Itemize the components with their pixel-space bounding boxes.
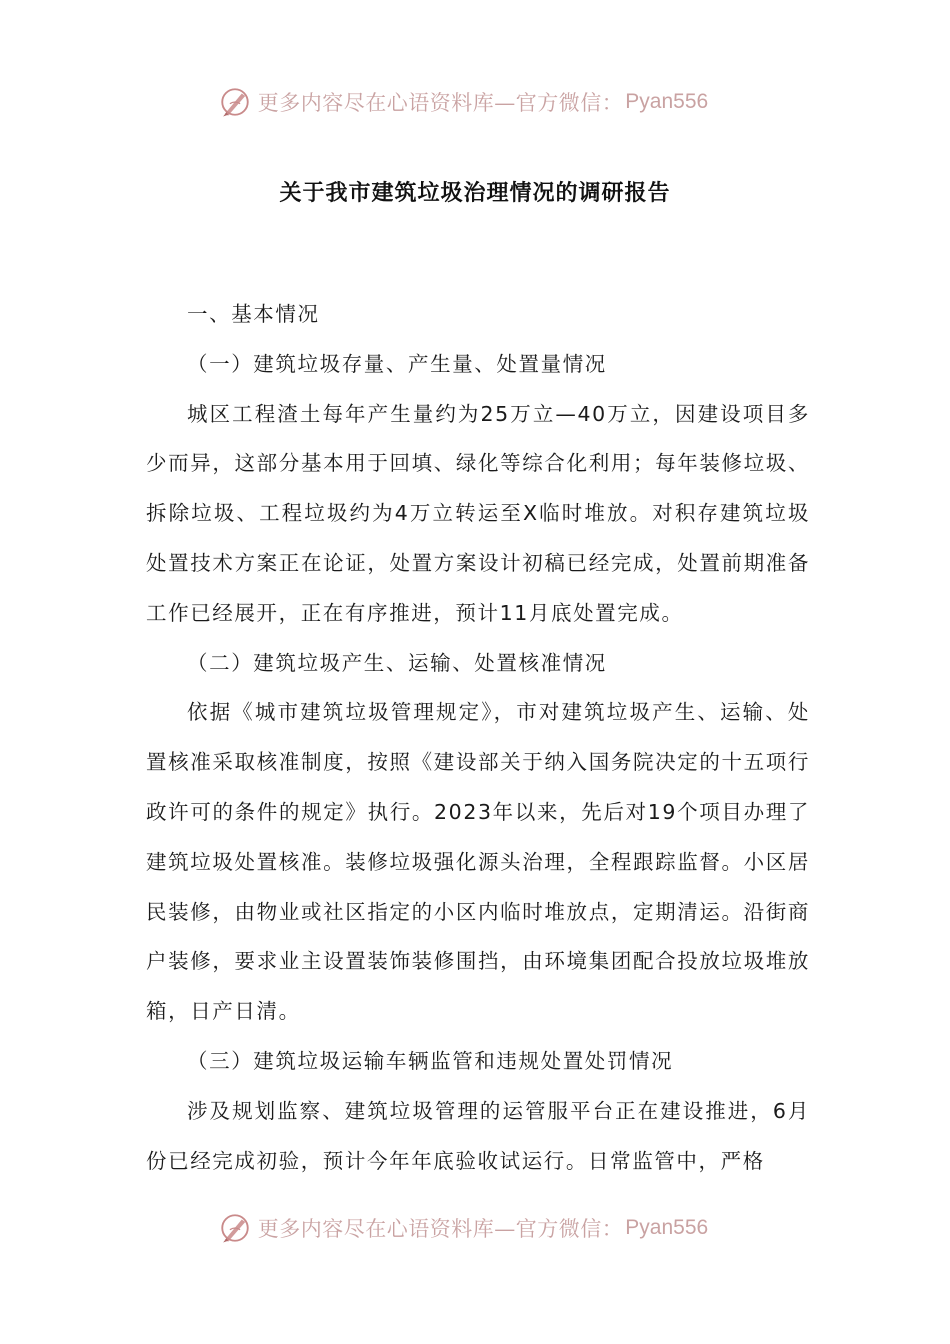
subsection-heading: （三）建筑垃圾运输车辆监管和违规处置处罚情况 [187,1048,674,1073]
watermark-text: 更多内容尽在心语资料库—官方微信： [257,91,624,115]
pen-logo-icon [218,85,252,119]
document-title: 关于我市建筑垃圾治理情况的调研报告 [279,181,671,206]
body-paragraph: 涉及规划监察、建筑垃圾管理的运管服平台正在建设推进，6月份已经完成初验，预计今年年底验收试运行。日常监管中，严格 [146,1098,810,1173]
body-paragraph: 依据《城市建筑垃圾管理规定》，市对建筑垃圾产生、运输、处置核准采取核准制度，按照《建设部关于纳入国务院决定的十五项行政许可的条件的规定》执行。2023年以来，先后对19个项目办理了建筑垃圾处置核准。装修垃圾强化源头治理，全程跟踪监督。小区居民装修，由物业或社区指定的小区内临时堆放点，定期清运。沿街商户装修，要求业主设置装饰装修围挡，由环境集团配合投放垃圾堆放箱，日产日清。 [146,700,810,1024]
pen-logo-icon [218,1211,252,1245]
watermark-handle: Pyan556 [625,90,709,113]
section-heading: 一、基本情况 [187,302,320,326]
document-body [146,290,810,1186]
watermark-text: 更多内容尽在心语资料库—官方微信： [257,1217,624,1241]
body-paragraph: 城区工程渣土每年产生量约为25万立—40万立，因建设项目多少而异，这部分基本用于回填、绿化等综合化利用；每年装修垃圾、拆除垃圾、工程垃圾约为4万立转运至X临时堆放。对积存建筑垃圾处置技术方案正在论证，处置方案设计初稿已经完成，处置前期准备工作已经展开，正在有序推进，预计11月底处置完成。 [146,401,810,625]
watermark-header [0,82,950,122]
subsection-heading: （一）建筑垃圾存量、产生量、处置量情况 [187,351,607,376]
watermark-footer [0,1208,950,1248]
subsection-heading: （二）建筑垃圾产生、运输、处置核准情况 [187,650,607,675]
watermark-handle: Pyan556 [625,1216,709,1239]
